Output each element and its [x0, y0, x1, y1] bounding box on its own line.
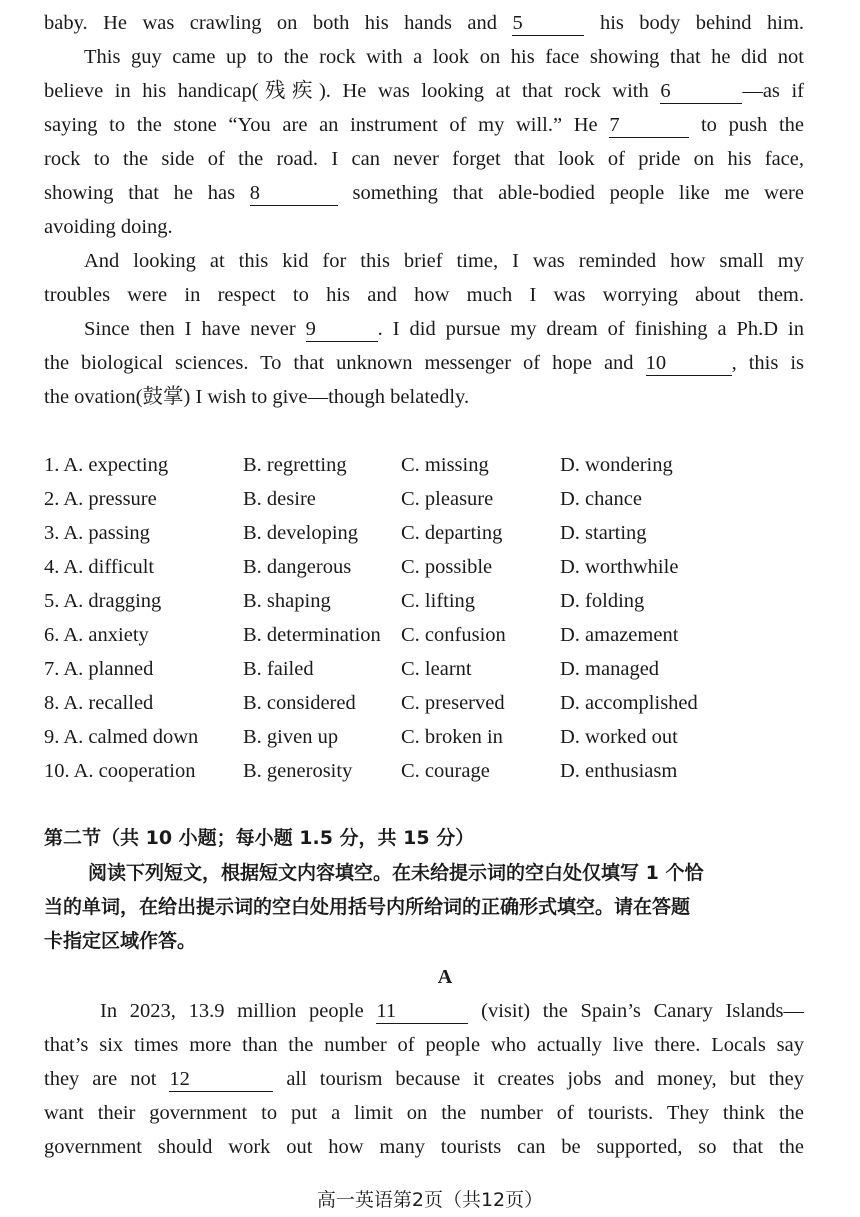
option-d: D. amazement — [560, 624, 679, 646]
passage-text: believe in his handicap(残疾). He was looking at that rock with — [44, 80, 649, 102]
option-b: B. shaping — [243, 590, 331, 612]
option-a: 6. A. anxiety — [44, 624, 149, 646]
passage-text: In 2023, 13.9 million people — [100, 1000, 364, 1022]
passage-line — [44, 1062, 804, 1096]
passage-text: saying to the stone “You are an instrument of my will.” He — [44, 114, 598, 136]
option-c: C. lifting — [401, 590, 476, 612]
passage-line — [44, 176, 804, 210]
section-title: 第二节（共 10 小题；每小题 1.5 分，共 15 分） — [44, 827, 475, 849]
blank-7: 7 — [609, 113, 689, 138]
option-d: D. accomplished — [560, 692, 698, 714]
section-instructions — [44, 856, 804, 958]
passage-text: they are not — [44, 1068, 157, 1090]
option-d: D. chance — [560, 488, 642, 510]
passage-text: —as if — [742, 80, 804, 102]
instruction-line: 卡指定区域作答。 — [44, 930, 197, 952]
option-d: D. worthwhile — [560, 556, 679, 578]
option-b: B. generosity — [243, 760, 353, 782]
passage-text: , this is — [731, 352, 805, 374]
passage-text: all tourism because it creates jobs and money, but they — [286, 1068, 805, 1090]
passage-line — [44, 108, 804, 142]
option-d: D. enthusiasm — [560, 760, 678, 782]
passage-line: This guy came up to the rock with a look on his face showing that he did not — [84, 46, 804, 68]
blank-11: 11 — [376, 999, 468, 1024]
option-b: B. given up — [243, 726, 339, 748]
option-d: D. managed — [560, 658, 660, 680]
option-d: D. wondering — [560, 454, 673, 476]
passage-text: . I did pursue my dream of finishing a Ph.D in — [377, 318, 804, 340]
blank-6: 6 — [660, 79, 742, 104]
passage-text: his body behind him. — [599, 12, 805, 34]
option-a: 1. A. expecting — [44, 454, 169, 476]
instruction-line: 阅读下列短文，根据短文内容填空。在未给提示词的空白处仅填写 1 个恰 — [88, 862, 704, 884]
passage-text: baby. He was crawling on both his hands and — [44, 12, 498, 34]
option-c: C. confusion — [401, 624, 506, 646]
blank-8: 8 — [250, 181, 338, 206]
passage-heading: A — [437, 966, 453, 988]
blank-12: 12 — [169, 1067, 273, 1092]
passage-line — [44, 346, 804, 380]
option-a: 3. A. passing — [44, 522, 150, 544]
passage-text: Since then I have never — [84, 318, 296, 340]
blank-10: 10 — [646, 351, 732, 376]
option-a: 4. A. difficult — [44, 556, 155, 578]
option-a: 7. A. planned — [44, 658, 154, 680]
passage-line — [44, 994, 804, 1028]
cloze-passage — [44, 6, 804, 414]
option-c: C. broken in — [401, 726, 503, 748]
instruction-line: 当的单词，在给出提示词的空白处用括号内所给词的正确形式填空。请在答题 — [44, 896, 691, 918]
option-c: C. preserved — [401, 692, 505, 714]
passage-line: want their government to put a limit on the number of tourists. They think the — [44, 1102, 804, 1124]
option-b: B. failed — [243, 658, 314, 680]
grammar-passage — [44, 994, 804, 1164]
option-c: C. departing — [401, 522, 503, 544]
option-b: B. dangerous — [243, 556, 352, 578]
passage-text: showing that he has — [44, 182, 236, 204]
option-b: B. regretting — [243, 454, 347, 476]
option-a: 9. A. calmed down — [44, 726, 199, 748]
option-b: B. developing — [243, 522, 359, 544]
blank-5: 5 — [512, 11, 584, 36]
passage-line: troubles were in respect to his and how much I was worrying about them. — [44, 284, 804, 306]
option-d: D. starting — [560, 522, 647, 544]
passage-text: (visit) the Spain’s Canary Islands— — [481, 1000, 805, 1022]
option-a: 5. A. dragging — [44, 590, 162, 612]
passage-line: rock to the side of the road. I can never forget that look of pride on his face, — [44, 148, 804, 170]
passage-line: And looking at this kid for this brief time, I was reminded how small my — [84, 250, 804, 272]
passage-line — [44, 312, 804, 346]
option-c: C. courage — [401, 760, 490, 782]
option-c: C. pleasure — [401, 488, 494, 510]
passage-line: that’s six times more than the number of people who actually live there. Locals say — [44, 1034, 804, 1056]
passage-line — [44, 74, 804, 108]
option-b: B. desire — [243, 488, 316, 510]
option-c: C. possible — [401, 556, 493, 578]
passage-text: something that able-bodied people like me were — [352, 182, 804, 204]
passage-text: the biological sciences. To that unknown messenger of hope and — [44, 352, 634, 374]
blank-9: 9 — [306, 317, 378, 342]
passage-text: to push the — [700, 114, 805, 136]
page-footer: 高一英语第2页（共12页） — [316, 1189, 544, 1211]
option-b: B. determination — [243, 624, 381, 646]
option-c: C. learnt — [401, 658, 472, 680]
option-a: 10. A. cooperation — [44, 760, 196, 782]
option-a: 8. A. recalled — [44, 692, 154, 714]
passage-line — [44, 6, 804, 40]
option-c: C. missing — [401, 454, 489, 476]
option-d: D. worked out — [560, 726, 678, 748]
option-d: D. folding — [560, 590, 645, 612]
option-b: B. considered — [243, 692, 356, 714]
option-a: 2. A. pressure — [44, 488, 157, 510]
passage-line: the ovation(鼓掌) I wish to give—though belatedly. — [44, 386, 470, 408]
passage-line: avoiding doing. — [44, 216, 173, 238]
passage-line: government should work out how many tourists can be supported, so that the — [44, 1136, 804, 1158]
